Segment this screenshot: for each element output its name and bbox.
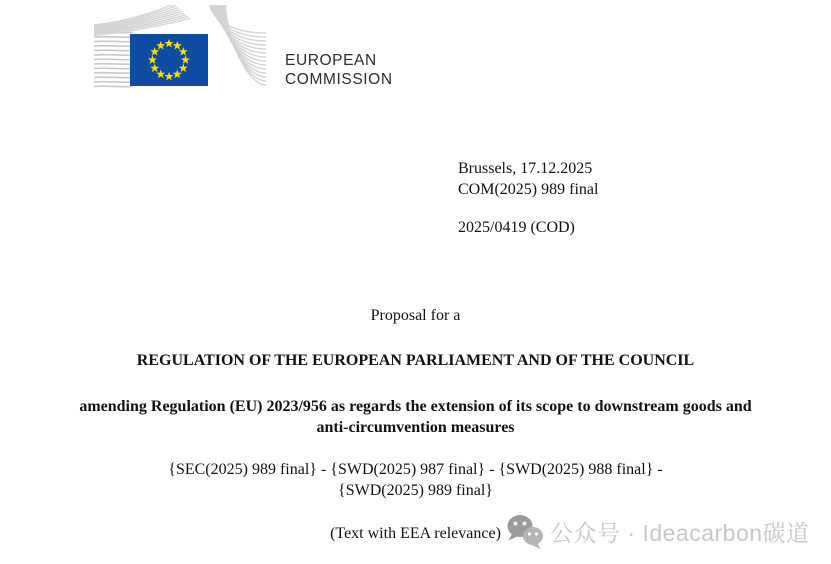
european-commission-logo bbox=[92, 5, 277, 105]
commission-wordmark bbox=[285, 51, 393, 89]
act-title: REGULATION OF THE EUROPEAN PARLIAMENT AND OF THE COUNCIL bbox=[136, 352, 695, 369]
proposal-intro: Proposal for a bbox=[370, 307, 461, 324]
eea-relevance-note: (Text with EEA relevance) bbox=[330, 525, 501, 542]
commission-wordmark-line1: EUROPEAN bbox=[285, 52, 377, 69]
related-documents: {SEC(2025) 989 final} - {SWD(2025) 987 final} - {SWD(2025) 988 final} - {SWD(2025) 989 final} bbox=[168, 461, 663, 499]
watermark-text: 公众号 · Ideacarbon碳道 bbox=[550, 520, 810, 546]
com-document-number: COM(2025) 989 final bbox=[458, 181, 599, 198]
commission-wordmark-line2: COMMISSION bbox=[285, 71, 393, 88]
act-subject: amending Regulation (EU) 2023/956 as regards the extension of its scope to downstream goods and anti-circumvention measures bbox=[79, 398, 752, 436]
place-and-date: Brussels, 17.12.2025 bbox=[458, 160, 593, 177]
procedure-number: 2025/0419 (COD) bbox=[458, 219, 575, 236]
